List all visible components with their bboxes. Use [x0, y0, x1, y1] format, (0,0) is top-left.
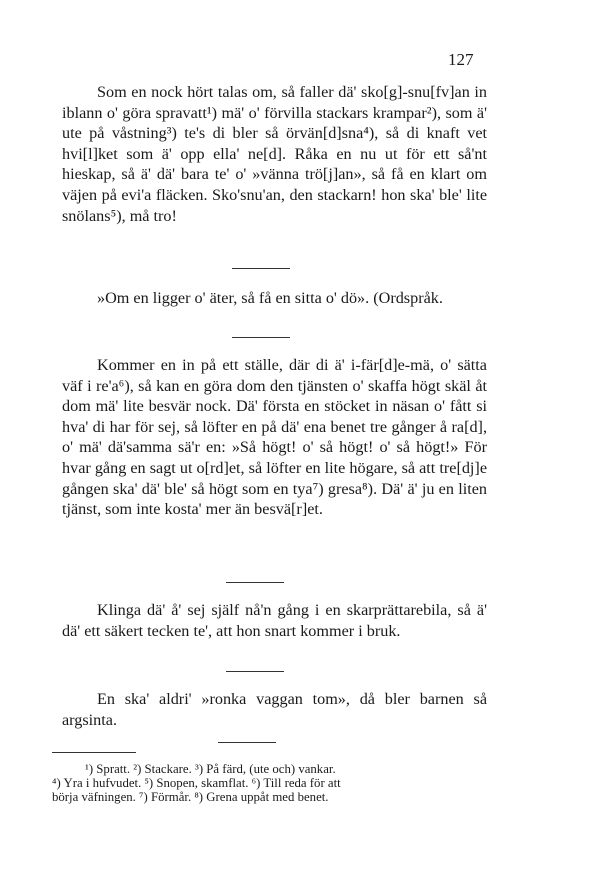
- footnotes: [52, 762, 482, 804]
- footnote-rule: [52, 752, 136, 753]
- section-divider-1: [232, 268, 290, 269]
- footnote-line-2: ⁴) Yra i hufvudet. ⁵) Snopen, skamflat. ⁶) Till reda för att: [52, 776, 341, 790]
- section-divider-5: [218, 742, 276, 743]
- footnote-line-1: ¹) Spratt. ²) Stackare. ³) På färd, (ute och) vankar.: [85, 762, 336, 776]
- page-number: 127: [448, 50, 474, 69]
- paragraph-2: »Om en ligger o' äter, så få en sitta o' dö». (Ordspråk.: [97, 289, 443, 307]
- paragraph-4: Klinga dä' å' sej själf nå'n gång i en skarprättarebila, så ä' dä' ett säkert tecken te', att hon snart kommer i bruk.: [62, 601, 487, 640]
- footnote-line-3: börja väfningen. ⁷) Förmår. ⁸) Grena uppåt med benet.: [52, 790, 329, 804]
- paragraph-3: Kommer en in på ett ställe, där di ä' i-fär[d]e-mä, o' sätta väf i re'a⁶), så kan en göra dom den tjänsten o' skaffa högt skäl åt dom mä' lite besvär nock. Dä' första en stöcket in näsan o' fått si hva' di har för sej, så löfter en på dä' ena benet tre gånger å ra[d], o' mä' dä'samma sä'r en: »Så högt! o' så högt! o' så högt!» För hvar gång en sagt ut o[rd]et, så löfter en lite högare, så att tre[dj]e gången ska' dä' ble' så högt som en tya⁷) gresa⁸). Dä' ä' ju en liten tjänst, som inte kosta' mer än besvä[r]et.: [62, 356, 487, 519]
- paragraph-5: En ska' aldri' »ronka vaggan tom», då bler barnen så argsinta.: [62, 690, 487, 729]
- section-divider-2: [232, 337, 290, 338]
- section-divider-3: [226, 582, 284, 583]
- paragraph-1: Som en nock hört talas om, så faller dä' sko[g]-snu[fv]an in iblann o' göra spravatt¹) mä' o' förvilla stackars krampar²), som ä' ute på våstning³) te's di bler så örvän[d]sna⁴), så di knaft vet hvi[l]ket som ä' opp ella' ne[d]. Råka en nu ut för ett så'nt hieskap, så ä' dä' bara te' o' »vänna trö[j]an», så få en klart om väjen på evi'a fläcken. Sko'snu'an, den stackarn! hon ska' ble' lite snölans⁵), må tro!: [62, 83, 487, 225]
- section-divider-4: [226, 671, 284, 672]
